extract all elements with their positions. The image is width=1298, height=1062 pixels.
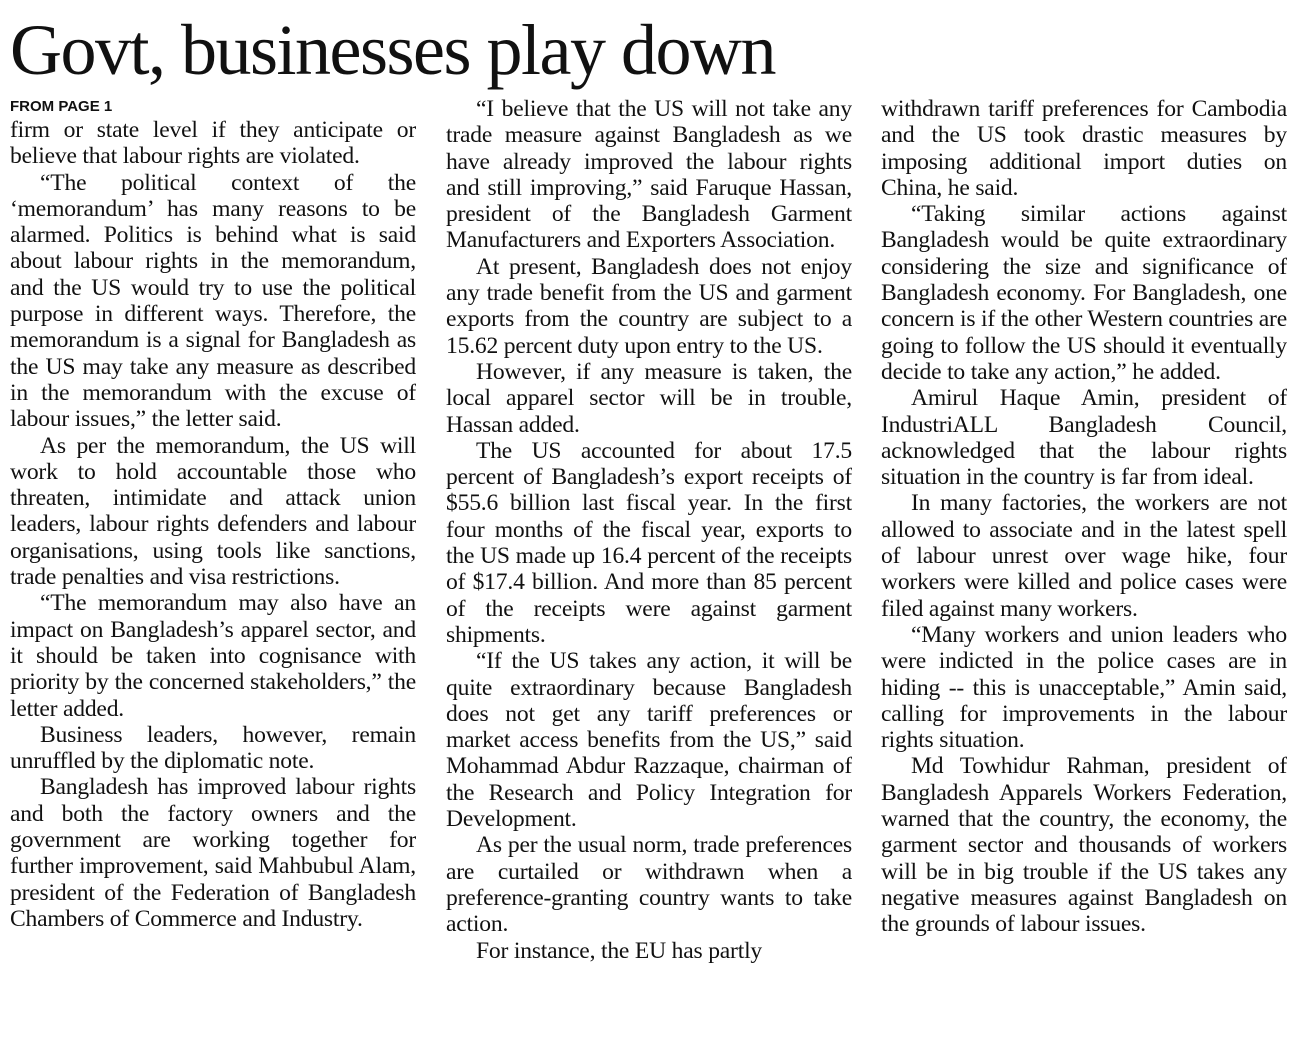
paragraph: The US accounted for about 17.5 percent of Bangladesh’s export receipts of $55.6 billion last fiscal year. In the first four months of the fiscal year, exports to the US made up 16.4 percent of the receipts of $17.4 billion. And more than 85 percent of the receipts were against garment shipments. [446,437,852,648]
paragraph: “The political context of the ‘memorandum’ has many reasons to be alarmed. Politics is behind what is said about labour rights in the memorandum, and the US would try to use the political purpose in different ways. Therefore, the memorandum is a signal for Bangladesh as the US may take any measure as described in the memorandum with the excuse of labour issues,” the letter said. [10,169,416,433]
article-column-2 [446,96,852,1062]
paragraph: For instance, the EU has partly [476,937,763,964]
paragraph: As per the memorandum, the US will work to hold accountable those who threaten, intimidate and attack union leaders, labour rights defenders and labour organisations, using tools like sanctions, trade penalties and visa restrictions. [10,432,416,591]
article-column-3 [881,96,1287,1062]
paragraph: “I believe that the US will not take any trade measure against Bangladesh as we have already improved the labour rights and still improving,” said Faruque Hassan, president of the Bangladesh Garment Manufacturers and Exporters Association. [446,96,852,254]
jump-label: FROM PAGE 1 [10,98,113,115]
paragraph: Bangladesh has improved labour rights and both the factory owners and the government are working together for further improvement, said Mahbubul Alam, president of the Federation of Bangladesh Chambers of Commerce and Industry. [10,774,416,932]
paragraph: “Many workers and union leaders who were indicted in the police cases are in hiding -- this is unacceptable,” Amin said, calling for improvements in the labour rights situation. [881,621,1287,754]
paragraph: “If the US takes any action, it will be quite extraordinary because Bangladesh does not get any tariff preferences or market access benefits from the US,” said Mohammad Abdur Razzaque, chairman of the Research and Policy Integration for Development. [446,648,852,833]
paragraph: However, if any measure is taken, the local apparel sector will be in trouble, Hassan added. [446,358,852,438]
paragraph: “Taking similar actions against Bangladesh would be quite extraordinary considering the size and significance of Bangladesh economy. For Bangladesh, one concern is if the other Western countries are going to follow the US should it eventually decide to take any action,” he added. [881,201,1287,385]
paragraph: As per the usual norm, trade preferences are curtailed or withdrawn when a preference-granting country wants to take action. [446,832,852,938]
paragraph: At present, Bangladesh does not enjoy any trade benefit from the US and garment exports from the country are subject to a 15.62 percent duty upon entry to the US. [446,253,852,359]
paragraph: withdrawn tariff preferences for Cambodia and the US took drastic measures by imposing additional import duties on China, he said. [881,96,1287,201]
paragraph: Md Towhidur Rahman, president of Bangladesh Apparels Workers Federation, warned that the country, the economy, the garment sector and thousands of workers will be in big trouble if the US takes any negative measures against Bangladesh on the grounds of labour issues. [881,753,1287,938]
article-headline: Govt, businesses play down [10,10,775,90]
paragraph: In many factories, the workers are not allowed to associate and in the latest spell of labour unrest over wage hike, four workers were killed and police cases were filed against many workers. [881,490,1287,622]
paragraph: “The memorandum may also have an impact on Bangladesh’s apparel sector, and it should be taken into cognisance with priority by the concerned stakeholders,” the letter added. [10,590,416,722]
article-column-1 [10,96,416,1062]
paragraph: firm or state level if they anticipate or believe that labour rights are violated. [10,117,416,170]
paragraph: Business leaders, however, remain unruffled by the diplomatic note. [10,721,416,775]
paragraph: Amirul Haque Amin, president of IndustriALL Bangladesh Council, acknowledged that the labour rights situation in the country is far from ideal. [881,385,1287,491]
